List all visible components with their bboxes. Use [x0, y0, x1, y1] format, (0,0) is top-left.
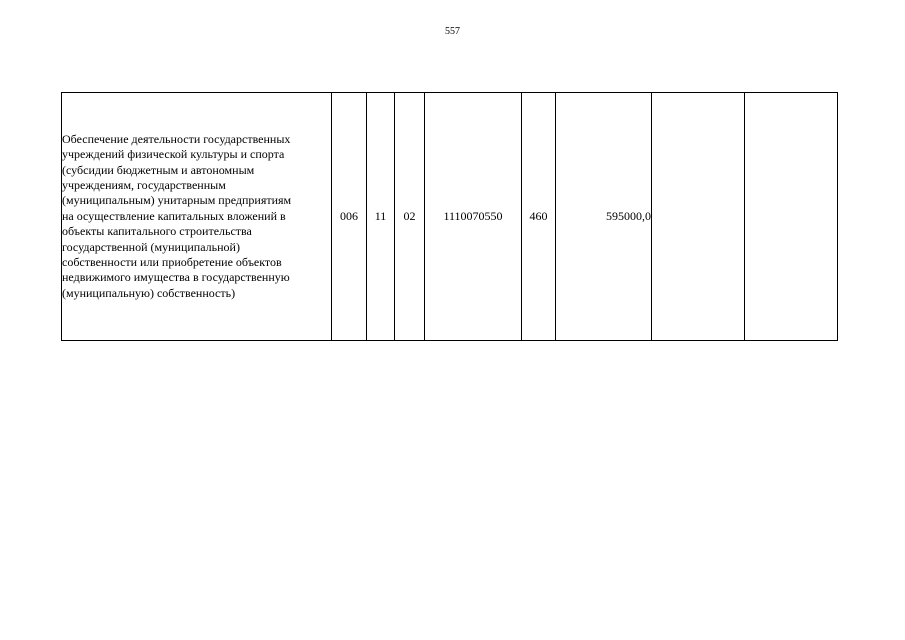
- empty-amount-cell-2: [745, 93, 838, 341]
- expense-description-cell: Обеспечение деятельности государственных учреждений физической культуры и спорта (субсидии бюджетным и автономным учреждениям, государственным (муниципальным) унитарным предприятиям на осуществление капитальных вложений в объекты капитального строительства государственной (муниципальной) собственности или приобретение объектов недвижимого имущества в государственную (муниципальную) собственность): [62, 93, 332, 341]
- section-code-cell: 11: [367, 93, 395, 341]
- empty-amount-cell-1: [652, 93, 745, 341]
- amount-cell: 595000,0: [556, 93, 652, 341]
- expense-type-code-cell: 460: [522, 93, 556, 341]
- ministry-code-cell: 006: [332, 93, 367, 341]
- table-row: [62, 93, 838, 341]
- budget-table: [61, 92, 838, 341]
- target-article-code-cell: 1110070550: [425, 93, 522, 341]
- page-number: 557: [445, 26, 460, 37]
- subsection-code-cell: 02: [395, 93, 425, 341]
